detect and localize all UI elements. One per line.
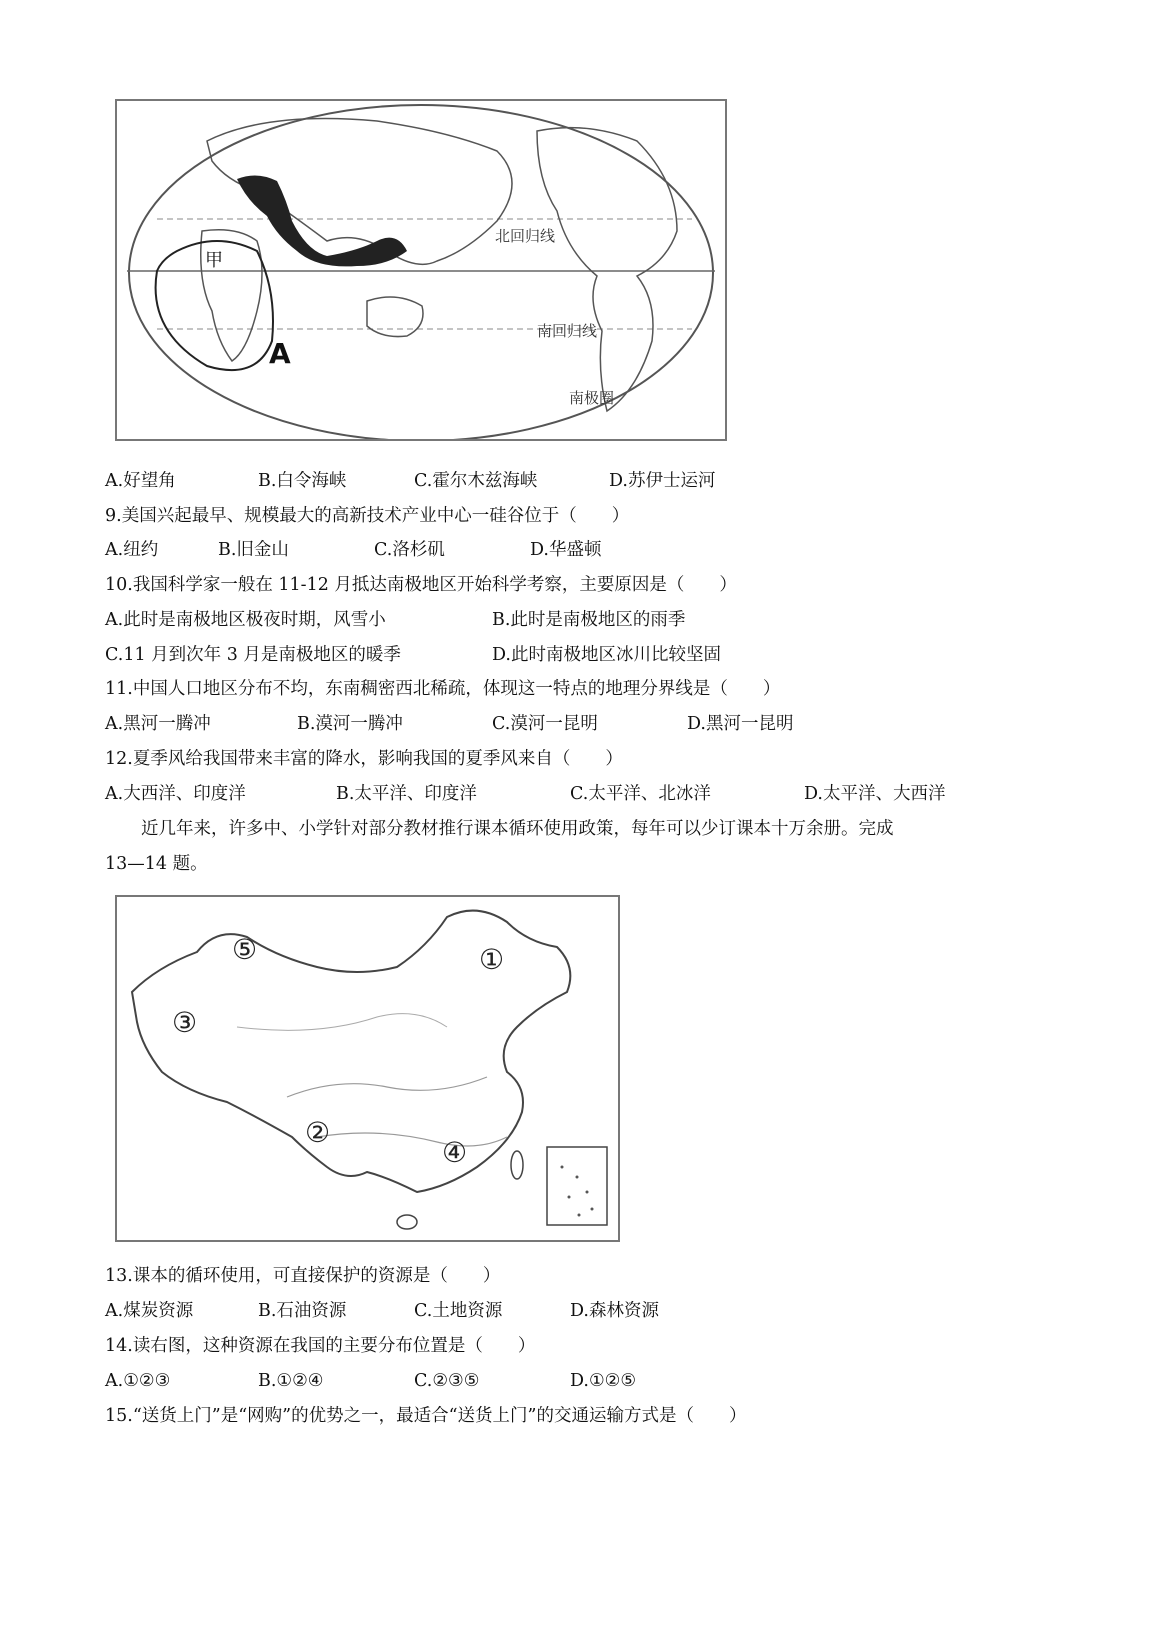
q13-option-b: B.石油资源 — [258, 1301, 347, 1321]
q8-option-d: D.苏伊士运河 — [609, 471, 716, 491]
q10-stem: 10.我国科学家一般在 11-12 月抵达南极地区开始科学考察，主要原因是（ ） — [105, 575, 737, 595]
label-south-tropic: 南回归线 — [537, 322, 598, 340]
q13-option-d: D.森林资源 — [570, 1301, 659, 1321]
q8-option-b: B.白令海峡 — [258, 471, 347, 491]
q9-option-c: C.洛杉矶 — [374, 540, 445, 560]
passage-line-2: 13—14 题。 — [105, 854, 208, 874]
q11-option-c: C.漠河一昆明 — [492, 714, 598, 734]
q14-option-d: D.①②⑤ — [570, 1371, 637, 1391]
marker-4: ④ — [442, 1136, 468, 1169]
q14-option-b: B.①②④ — [258, 1371, 324, 1391]
label-jia: 甲 — [205, 250, 223, 271]
label-north-tropic: 北回归线 — [495, 227, 556, 245]
china-map-figure — [115, 895, 620, 1242]
hainan-island — [397, 1215, 417, 1229]
china-outline — [132, 911, 570, 1192]
marker-3: ③ — [172, 1006, 198, 1039]
q11-option-a: A.黑河一腾冲 — [105, 714, 211, 734]
shaded-region — [237, 175, 407, 266]
q12-option-c: C.太平洋、北冰洋 — [570, 784, 711, 804]
river-2 — [317, 1133, 507, 1146]
marker-5: ⑤ — [232, 933, 258, 966]
q10-option-c: C.11 月到次年 3 月是南极地区的暖季 — [105, 645, 401, 665]
world-map-figure — [115, 99, 727, 441]
q14-option-a: A.①②③ — [105, 1371, 171, 1391]
label-south-circle: 南极圈 — [569, 389, 615, 407]
australia-landmass — [367, 297, 423, 337]
q12-option-a: A.大西洋、印度洋 — [105, 784, 246, 804]
q13-option-a: A.煤炭资源 — [105, 1301, 194, 1321]
inset-dots — [561, 1166, 594, 1217]
q10-option-d: D.此时南极地区冰川比较坚固 — [492, 645, 721, 665]
china-map-svg — [117, 897, 618, 1240]
q13-option-c: C.土地资源 — [414, 1301, 503, 1321]
q12-option-b: B.太平洋、印度洋 — [336, 784, 477, 804]
q8-option-a: A.好望角 — [105, 471, 176, 491]
q13-stem: 13.课本的循环使用，可直接保护的资源是（ ） — [105, 1266, 501, 1286]
taiwan-island — [511, 1151, 523, 1179]
label-A: A — [269, 337, 291, 370]
river-1 — [287, 1077, 487, 1097]
south-sea-inset — [547, 1147, 607, 1225]
q15-stem: 15.“送货上门”是“网购”的优势之一，最适合“送货上门”的交通运输方式是（ ） — [105, 1406, 747, 1426]
marker-2: ② — [305, 1116, 331, 1149]
q9-option-a: A.纽约 — [105, 540, 159, 560]
region-line — [237, 1014, 447, 1031]
map-outline — [129, 105, 713, 439]
q9-option-b: B.旧金山 — [218, 540, 289, 560]
q9-stem: 9.美国兴起最早、规模最大的高新技术产业中心一硅谷位于（ ） — [105, 506, 630, 526]
q12-stem: 12.夏季风给我国带来丰富的降水，影响我国的夏季风来自（ ） — [105, 749, 623, 769]
passage-line-1: 近几年来，许多中、小学针对部分教材推行课本循环使用政策，每年可以少订课本十万余册。完成 — [141, 819, 894, 839]
q14-option-c: C.②③⑤ — [414, 1371, 480, 1391]
marker-1: ① — [479, 943, 505, 976]
q11-option-b: B.漠河一腾冲 — [297, 714, 403, 734]
q14-stem: 14.读右图，这种资源在我国的主要分布位置是（ ） — [105, 1336, 536, 1356]
q11-stem: 11.中国人口地区分布不均，东南稠密西北稀疏，体现这一特点的地理分界线是（ ） — [105, 679, 781, 699]
q12-option-d: D.太平洋、大西洋 — [804, 784, 946, 804]
q10-option-a: A.此时是南极地区极夜时期，风雪小 — [105, 610, 386, 630]
world-map-svg — [117, 101, 725, 439]
q10-option-b: B.此时是南极地区的雨季 — [492, 610, 686, 630]
americas-landmass — [537, 128, 677, 411]
q11-option-d: D.黑河一昆明 — [687, 714, 794, 734]
q9-option-d: D.华盛顿 — [530, 540, 602, 560]
q8-option-c: C.霍尔木兹海峡 — [414, 471, 538, 491]
